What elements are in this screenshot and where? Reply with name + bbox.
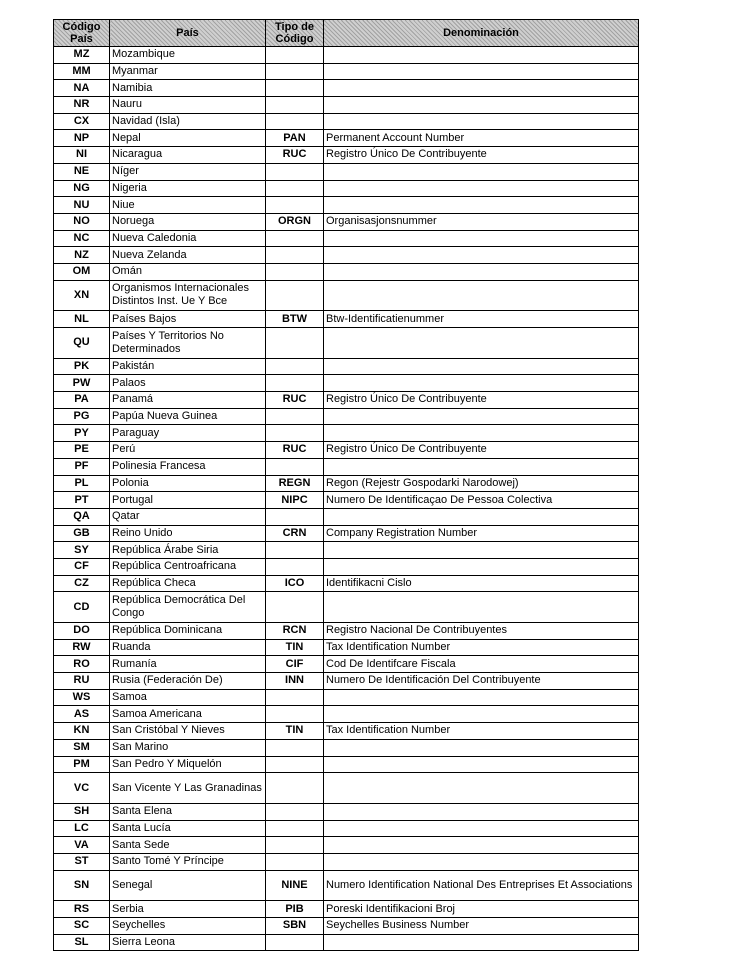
country-code-cell: PT [54,492,110,509]
country-name-cell: Panamá [110,392,266,409]
country-name-cell: Santa Lucía [110,820,266,837]
country-code-cell: PY [54,425,110,442]
denomination-cell [324,375,639,392]
country-name-cell: República Dominicana [110,623,266,640]
denomination-cell: Registro Nacional De Contribuyentes [324,623,639,640]
table-row [54,706,639,723]
code-type-cell [266,934,324,951]
country-name-cell: Qatar [110,508,266,525]
table-row [54,803,639,820]
code-type-cell: RUC [266,147,324,164]
table-row [54,375,639,392]
code-type-cell [266,80,324,97]
country-code-cell: QA [54,508,110,525]
denomination-cell [324,458,639,475]
country-name-cell: Nauru [110,97,266,114]
denomination-cell: Registro Único De Contribuyente [324,147,639,164]
country-code-cell: SL [54,934,110,951]
country-name-cell: Santa Elena [110,803,266,820]
country-name-cell: San Pedro Y Miquelón [110,756,266,773]
denomination-cell: Poreski Identifikacioni Broj [324,901,639,918]
denomination-cell [324,706,639,723]
country-code-cell: GB [54,525,110,542]
country-code-cell: NR [54,97,110,114]
table-row [54,180,639,197]
denomination-cell: Identifikacni Cislo [324,575,639,592]
country-code-cell: NU [54,197,110,214]
code-type-cell [266,706,324,723]
code-type-cell [266,263,324,280]
table-row [54,358,639,375]
country-name-cell: Papúa Nueva Guinea [110,408,266,425]
country-code-cell: XN [54,280,110,311]
code-type-cell [266,773,324,804]
code-type-cell [266,358,324,375]
code-type-cell: REGN [266,475,324,492]
table-row [54,575,639,592]
code-type-cell: BTW [266,311,324,328]
code-type-cell [266,180,324,197]
table-body [54,47,639,951]
code-type-cell: RUC [266,392,324,409]
table-row [54,130,639,147]
table-row [54,592,639,623]
denomination-cell [324,773,639,804]
country-name-cell: Navidad (Isla) [110,113,266,130]
code-type-cell: PIB [266,901,324,918]
country-code-cell: MM [54,63,110,80]
header-row [54,20,639,47]
code-type-cell [266,756,324,773]
table-row [54,247,639,264]
table-row [54,558,639,575]
country-name-cell: Níger [110,163,266,180]
denomination-cell [324,247,639,264]
code-type-cell [266,689,324,706]
country-code-cell: NL [54,311,110,328]
denomination-cell [324,425,639,442]
country-name-cell: Serbia [110,901,266,918]
country-name-cell: República Centroafricana [110,558,266,575]
code-type-cell: PAN [266,130,324,147]
denomination-cell [324,230,639,247]
country-name-cell: Portugal [110,492,266,509]
denomination-cell [324,508,639,525]
country-name-cell: República Árabe Siria [110,542,266,559]
country-name-cell: Santa Sede [110,837,266,854]
table-row [54,442,639,459]
code-type-cell: RUC [266,442,324,459]
table-row [54,263,639,280]
code-type-cell: ORGN [266,213,324,230]
country-code-cell: PA [54,392,110,409]
table-row [54,673,639,690]
table-row [54,656,639,673]
country-code-cell: ST [54,853,110,870]
country-name-cell: Nicaragua [110,147,266,164]
header-country: País [110,20,266,47]
table-row [54,328,639,359]
table-row [54,97,639,114]
denomination-cell: Seychelles Business Number [324,918,639,935]
denomination-cell [324,837,639,854]
denomination-cell: Regon (Rejestr Gospodarki Narodowej) [324,475,639,492]
country-name-cell: República Democrática Del Congo [110,592,266,623]
table-row [54,525,639,542]
country-code-cell: PL [54,475,110,492]
country-code-cell: PM [54,756,110,773]
denomination-cell [324,756,639,773]
country-name-cell: Polinesia Francesa [110,458,266,475]
country-code-cell: PK [54,358,110,375]
code-type-cell [266,458,324,475]
table-row [54,280,639,311]
country-name-cell: Palaos [110,375,266,392]
code-type-cell [266,739,324,756]
table-row [54,392,639,409]
country-name-cell: Nepal [110,130,266,147]
denomination-cell: Registro Único De Contribuyente [324,392,639,409]
code-type-cell: NINE [266,870,324,901]
country-code-cell: KN [54,723,110,740]
country-code-cell: CX [54,113,110,130]
country-code-cell: PW [54,375,110,392]
table-row [54,163,639,180]
table-row [54,901,639,918]
denomination-cell [324,280,639,311]
denomination-cell [324,80,639,97]
table-row [54,458,639,475]
code-type-cell: TIN [266,639,324,656]
country-name-cell: Omán [110,263,266,280]
table-row [54,837,639,854]
code-type-cell: ICO [266,575,324,592]
denomination-cell: Registro Único De Contribuyente [324,442,639,459]
denomination-cell [324,542,639,559]
code-type-cell: CRN [266,525,324,542]
code-type-cell [266,197,324,214]
country-name-cell: Nueva Zelanda [110,247,266,264]
country-code-cell: PF [54,458,110,475]
denomination-cell [324,97,639,114]
country-name-cell: Myanmar [110,63,266,80]
country-code-cell: QU [54,328,110,359]
denomination-cell [324,113,639,130]
code-type-cell [266,853,324,870]
table-row [54,230,639,247]
header-denomination: Denominación [324,20,639,47]
denomination-cell: Organisasjonsnummer [324,213,639,230]
denomination-cell [324,63,639,80]
country-name-cell: Países Bajos [110,311,266,328]
table-row [54,311,639,328]
code-type-cell [266,592,324,623]
country-name-cell: Países Y Territorios No Determinados [110,328,266,359]
table-row [54,918,639,935]
denomination-cell [324,689,639,706]
denomination-cell [324,820,639,837]
table-row [54,408,639,425]
country-code-cell: NI [54,147,110,164]
denomination-cell [324,47,639,64]
code-type-cell [266,163,324,180]
table-row [54,47,639,64]
country-name-cell: Ruanda [110,639,266,656]
country-code-cell: NC [54,230,110,247]
table-row [54,475,639,492]
denomination-cell: Company Registration Number [324,525,639,542]
country-name-cell: Organismos Internacionales Distintos Inst. Ue Y Bce [110,280,266,311]
code-type-cell [266,230,324,247]
denomination-cell [324,739,639,756]
denomination-cell [324,263,639,280]
denomination-cell [324,803,639,820]
table-row [54,197,639,214]
code-type-cell: RCN [266,623,324,640]
code-type-cell [266,508,324,525]
country-code-cell: RO [54,656,110,673]
country-name-cell: Samoa Americana [110,706,266,723]
table-row [54,639,639,656]
country-code-cell: SC [54,918,110,935]
code-type-cell [266,47,324,64]
country-name-cell: Sierra Leona [110,934,266,951]
table-row [54,870,639,901]
table-row [54,773,639,804]
country-name-cell: Noruega [110,213,266,230]
country-code-cell: NP [54,130,110,147]
table-row [54,756,639,773]
country-code-cell: OM [54,263,110,280]
country-code-cell: LC [54,820,110,837]
code-type-cell [266,837,324,854]
country-code-cell: NZ [54,247,110,264]
country-name-cell: San Vicente Y Las Granadinas [110,773,266,804]
code-type-cell [266,542,324,559]
country-name-cell: Perú [110,442,266,459]
denomination-cell [324,328,639,359]
denomination-cell [324,558,639,575]
table-row [54,820,639,837]
country-name-cell: Nueva Caledonia [110,230,266,247]
country-name-cell: Senegal [110,870,266,901]
country-code-cell: AS [54,706,110,723]
table-row [54,623,639,640]
country-name-cell: San Cristóbal Y Nieves [110,723,266,740]
code-type-cell [266,97,324,114]
country-name-cell: Niue [110,197,266,214]
table-row [54,739,639,756]
country-code-cell: NE [54,163,110,180]
denomination-cell [324,934,639,951]
country-code-cell: SN [54,870,110,901]
code-type-cell [266,375,324,392]
country-code-table [53,19,639,951]
code-type-cell [266,408,324,425]
table-row [54,934,639,951]
country-name-cell: Reino Unido [110,525,266,542]
table-row [54,542,639,559]
country-code-cell: RW [54,639,110,656]
table-row [54,492,639,509]
denomination-cell: Permanent Account Number [324,130,639,147]
denomination-cell: Tax Identification Number [324,639,639,656]
country-code-cell: CZ [54,575,110,592]
country-name-cell: Pakistán [110,358,266,375]
code-type-cell: NIPC [266,492,324,509]
code-type-cell [266,247,324,264]
country-code-cell: CF [54,558,110,575]
code-type-cell [266,558,324,575]
country-code-cell: RU [54,673,110,690]
table-row [54,213,639,230]
table-row [54,63,639,80]
country-name-cell: San Marino [110,739,266,756]
table-row [54,853,639,870]
table-row [54,689,639,706]
country-code-cell: WS [54,689,110,706]
country-code-cell: PG [54,408,110,425]
country-name-cell: Paraguay [110,425,266,442]
header-code-type: Tipo de Código [266,20,324,47]
country-code-cell: CD [54,592,110,623]
country-code-cell: NG [54,180,110,197]
table-row [54,508,639,525]
code-type-cell: CIF [266,656,324,673]
denomination-cell [324,592,639,623]
denomination-cell: Btw-Identificatienummer [324,311,639,328]
code-type-cell [266,820,324,837]
table-row [54,80,639,97]
denomination-cell [324,180,639,197]
country-name-cell: Samoa [110,689,266,706]
country-code-cell: NA [54,80,110,97]
denomination-cell: Numero Identification National Des Entreprises Et Associations [324,870,639,901]
code-type-cell [266,113,324,130]
country-code-cell: NO [54,213,110,230]
country-code-cell: VC [54,773,110,804]
code-type-cell: SBN [266,918,324,935]
code-type-cell: INN [266,673,324,690]
country-code-cell: SH [54,803,110,820]
country-name-cell: República Checa [110,575,266,592]
country-code-cell: SY [54,542,110,559]
country-code-cell: DO [54,623,110,640]
country-name-cell: Nigeria [110,180,266,197]
denomination-cell: Cod De Identifcare Fiscala [324,656,639,673]
table-row [54,147,639,164]
denomination-cell [324,853,639,870]
country-name-cell: Seychelles [110,918,266,935]
country-code-cell: VA [54,837,110,854]
code-type-cell: TIN [266,723,324,740]
table-row [54,723,639,740]
country-name-cell: Mozambique [110,47,266,64]
denomination-cell: Numero De Identificación Del Contribuyente [324,673,639,690]
table-row [54,113,639,130]
country-code-cell: PE [54,442,110,459]
country-code-cell: SM [54,739,110,756]
code-type-cell [266,63,324,80]
country-name-cell: Rusia (Federación De) [110,673,266,690]
code-type-cell [266,803,324,820]
country-name-cell: Namibia [110,80,266,97]
country-name-cell: Rumanía [110,656,266,673]
denomination-cell [324,163,639,180]
code-type-cell [266,425,324,442]
country-name-cell: Santo Tomé Y Príncipe [110,853,266,870]
header-country-code: Código País [54,20,110,47]
code-type-cell [266,328,324,359]
denomination-cell: Tax Identification Number [324,723,639,740]
country-code-cell: RS [54,901,110,918]
table-row [54,425,639,442]
country-code-cell: MZ [54,47,110,64]
denomination-cell: Numero De Identificaçao De Pessoa Colectiva [324,492,639,509]
country-name-cell: Polonia [110,475,266,492]
denomination-cell [324,408,639,425]
denomination-cell [324,197,639,214]
code-type-cell [266,280,324,311]
denomination-cell [324,358,639,375]
